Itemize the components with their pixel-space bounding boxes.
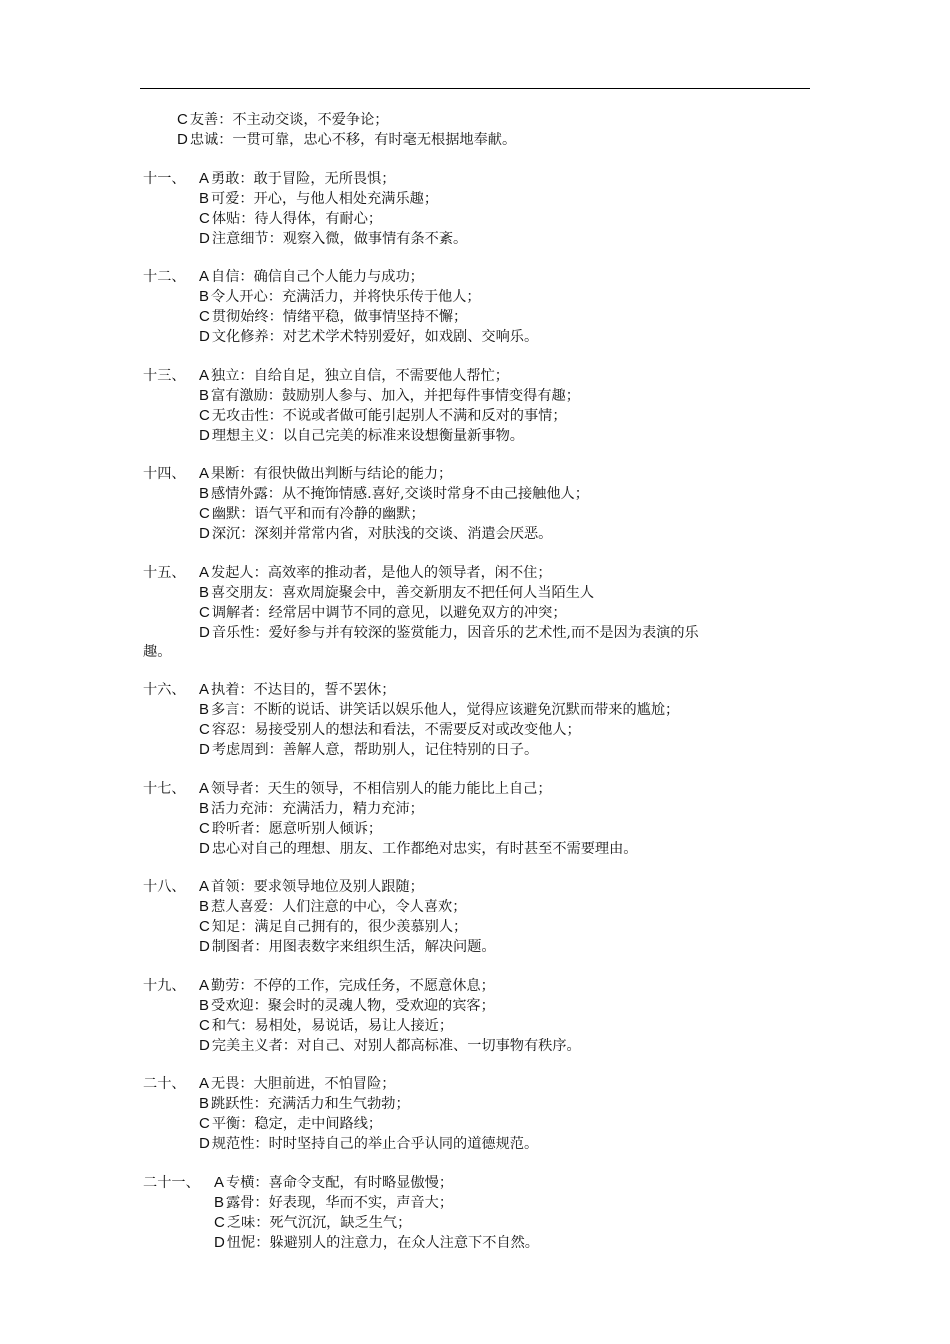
option-letter: D — [199, 426, 210, 444]
option-text: 喜交朋友：喜欢周旋聚会中，善交新朋友不把任何人当陌生人 — [211, 584, 595, 601]
option-letter: A — [199, 1075, 210, 1092]
question-number: 十七、 — [143, 780, 186, 797]
option-b — [143, 996, 808, 1016]
option-letter: D — [199, 1036, 210, 1054]
option-letter: D — [199, 623, 210, 641]
option-letter: C — [214, 1213, 225, 1231]
option-letter: C — [177, 111, 188, 128]
option-text: 跳跃性：充满活力和生气勃勃； — [211, 1096, 410, 1112]
question-block — [143, 563, 808, 662]
option-text: 可爱：开心，与他人相处充满乐趣； — [211, 190, 439, 207]
option-a — [143, 267, 808, 287]
option-letter: B — [214, 1193, 225, 1211]
question-block — [143, 976, 808, 1056]
option-c — [143, 917, 808, 937]
option-text: 贯彻始终：情绪平稳，做事情坚持不懈； — [211, 309, 468, 325]
questionnaire-content — [143, 110, 808, 1271]
option-text: 理想主义：以自己完美的标准来设想衡量新事物。 — [211, 427, 524, 444]
option-text: 富有激励：鼓励别人参与、加入，并把每件事情变得有趣； — [211, 387, 580, 404]
option-letter: C — [199, 505, 210, 522]
option-text: 勇敢：敢于冒险，无所畏惧； — [211, 170, 396, 187]
option-text: 勤劳：不停的工作，完成任务，不愿意休息； — [211, 977, 495, 994]
option-letter: D — [214, 1233, 225, 1251]
option-b — [143, 897, 808, 917]
option-letter: A — [199, 779, 210, 797]
option-letter: B — [199, 898, 210, 915]
option-letter: A — [199, 681, 210, 698]
option-text: 果断：有很快做出判断与结论的能力； — [211, 466, 453, 482]
option-letter: A — [199, 878, 210, 895]
question-10-continuation — [143, 110, 808, 150]
question-number: 十六、 — [143, 682, 186, 698]
option-b — [143, 1094, 808, 1114]
option-text: 首领：要求领导地位及别人跟随； — [211, 879, 424, 895]
option-c — [143, 1114, 808, 1134]
option-c — [143, 406, 808, 426]
option-text: 专横：喜命令支配，有时略显傲慢； — [226, 1174, 454, 1191]
option-text: 完美主义者：对自己、对别人都高标准、一切事物有秩序。 — [211, 1037, 581, 1054]
option-d — [143, 937, 808, 957]
option-a — [143, 169, 808, 189]
question-number: 二十一、 — [143, 1174, 200, 1191]
option-letter: B — [199, 583, 210, 601]
question-block — [143, 169, 808, 249]
option-c — [143, 1016, 808, 1036]
option-letter: A — [214, 1173, 225, 1191]
option-letter: A — [199, 976, 210, 994]
option-a — [143, 1173, 808, 1193]
option-text: 无畏：大胆前进，不怕冒险； — [211, 1076, 396, 1092]
option-letter: D — [199, 328, 210, 345]
option-c — [143, 720, 808, 740]
option-letter: D — [199, 839, 210, 857]
option-letter: C — [199, 209, 210, 227]
option-text: 露骨：好表现，华而不实，声音大； — [226, 1194, 454, 1211]
question-block — [143, 464, 808, 544]
question-block — [143, 779, 808, 859]
option-text: 文化修养：对艺术学术特别爱好，如戏剧、交响乐。 — [211, 329, 539, 345]
option-letter: B — [199, 996, 210, 1014]
option-d — [143, 229, 808, 249]
question-number: 十四、 — [143, 466, 186, 482]
option-letter: D — [199, 741, 210, 758]
option-text: 领导者：天生的领导，不相信别人的能力能比上自己； — [211, 780, 552, 797]
option-letter: A — [199, 268, 210, 285]
option-text: 发起人：高效率的推动者，是他人的领导者，闲不住； — [211, 564, 552, 581]
option-letter: C — [199, 918, 210, 935]
option-letter: C — [199, 721, 210, 738]
question-list — [143, 169, 808, 1253]
question-block — [143, 877, 808, 957]
option-text: 独立：自给自足，独立自信，不需要他人帮忙； — [211, 367, 509, 384]
option-text: 深沉：深刻并常常内省，对肤浅的交谈、消遣会厌恶。 — [211, 526, 553, 542]
option-c — [177, 110, 808, 130]
option-c — [143, 209, 808, 229]
option-text: 体贴：待人得体，有耐心； — [211, 210, 383, 227]
option-letter: D — [199, 229, 210, 247]
option-text: 执着：不达目的，誓不罢休； — [211, 682, 396, 698]
option-d — [143, 623, 808, 643]
option-text: 容忍：易接受别人的想法和看法，不需要反对或改变他人； — [211, 722, 581, 738]
option-b — [143, 189, 808, 209]
question-number: 十五、 — [143, 564, 186, 581]
option-d — [177, 130, 808, 150]
option-b — [143, 799, 808, 819]
question-number: 十三、 — [143, 367, 186, 384]
option-text-overflow: 趣。 — [143, 643, 172, 660]
option-b — [143, 484, 808, 504]
option-text: 无攻击性：不说或者做可能引起别人不满和反对的事情； — [211, 407, 567, 424]
question-block — [143, 1173, 808, 1253]
option-letter: B — [199, 189, 210, 207]
option-text: 活力充沛：充满活力，精力充沛； — [211, 800, 424, 817]
option-a — [143, 779, 808, 799]
option-text: 调解者：经常居中调节不同的意见，以避免双方的冲突； — [211, 604, 567, 621]
option-text: 注意细节：观察入微，做事情有条不紊。 — [211, 230, 468, 247]
option-text: 考虑周到：善解人意，帮助别人，记住特别的日子。 — [211, 742, 539, 758]
option-text: 忠诚：一贯可靠，忠心不移，有时毫无根据地奉献。 — [189, 132, 517, 148]
option-letter: B — [199, 1095, 210, 1112]
option-b — [143, 1193, 808, 1213]
option-text: 规范性：时时坚持自己的举止合乎认同的道德规范。 — [211, 1136, 539, 1152]
option-text: 友善：不主动交谈，不爱争论； — [189, 112, 389, 128]
option-text: 受欢迎：聚会时的灵魂人物，受欢迎的宾客； — [211, 997, 495, 1014]
option-d — [143, 524, 808, 544]
question-number: 十二、 — [143, 269, 186, 285]
option-text: 聆听者：愿意听别人倾诉； — [211, 820, 383, 837]
option-letter: D — [177, 131, 188, 148]
option-d — [143, 839, 808, 859]
option-c — [143, 1213, 808, 1233]
option-text: 乏味：死气沉沉，缺乏生气； — [226, 1214, 412, 1231]
option-b — [143, 287, 808, 307]
option-letter: A — [199, 169, 210, 187]
option-letter: C — [199, 406, 210, 424]
option-letter: D — [199, 938, 210, 955]
option-text: 惹人喜爱：人们注意的中心，令人喜欢； — [211, 899, 467, 915]
option-c — [143, 819, 808, 839]
option-text: 令人开心：充满活力，并将快乐传于他人； — [211, 289, 481, 305]
option-letter: B — [199, 701, 210, 718]
question-block — [143, 680, 808, 760]
question-number: 十一、 — [143, 170, 186, 187]
option-text: 忸怩：躲避别人的注意力，在众人注意下不自然。 — [226, 1234, 539, 1251]
question-number: 十九、 — [143, 977, 186, 994]
option-c — [143, 307, 808, 327]
option-letter: D — [199, 525, 210, 542]
option-letter: A — [199, 366, 210, 384]
option-b — [143, 386, 808, 406]
option-letter: A — [199, 465, 210, 482]
option-letter: C — [199, 819, 210, 837]
option-text: 制图者：用图表数字来组织生活，解决问题。 — [211, 939, 496, 955]
option-letter: B — [199, 799, 210, 817]
option-a — [143, 464, 808, 484]
option-letter: B — [199, 288, 210, 305]
option-letter: C — [199, 1115, 210, 1132]
question-block — [143, 267, 808, 347]
option-d — [143, 740, 808, 760]
option-a — [143, 366, 808, 386]
option-c — [143, 504, 808, 524]
option-a — [143, 563, 808, 583]
question-number: 二十、 — [143, 1076, 186, 1092]
option-letter: C — [199, 1016, 210, 1034]
option-text: 多言：不断的说话、讲笑话以娱乐他人，觉得应该避免沉默而带来的尴尬； — [211, 702, 680, 718]
option-text: 感情外露：从不掩饰情感.喜好,交谈时常身不由己接触他人； — [211, 486, 589, 502]
option-a — [143, 976, 808, 996]
option-b — [143, 700, 808, 720]
option-d — [143, 327, 808, 347]
question-block — [143, 366, 808, 446]
option-letter: C — [199, 603, 210, 621]
option-text: 知足：满足自己拥有的，很少羡慕别人； — [211, 919, 468, 935]
option-c — [143, 603, 808, 623]
question-block — [143, 1074, 808, 1154]
option-letter: A — [199, 563, 210, 581]
option-d — [143, 1134, 808, 1154]
option-d — [143, 1233, 808, 1253]
option-text: 自信：确信自己个人能力与成功； — [211, 269, 424, 285]
option-a — [143, 877, 808, 897]
option-letter: D — [199, 1135, 210, 1152]
option-a — [143, 1074, 808, 1094]
option-d — [143, 1036, 808, 1056]
option-letter: C — [199, 308, 210, 325]
option-text: 忠心对自己的理想、朋友、工作都绝对忠实，有时甚至不需要理由。 — [211, 840, 638, 857]
option-text: 平衡：稳定，走中间路线； — [211, 1116, 383, 1132]
question-number: 十八、 — [143, 879, 186, 895]
option-d — [143, 426, 808, 446]
header-rule — [140, 88, 810, 89]
option-letter: B — [199, 386, 210, 404]
option-text: 音乐性：爱好参与并有较深的鉴赏能力，因音乐的艺术性,而不是因为表演的乐 — [211, 624, 699, 641]
option-letter: B — [199, 485, 210, 502]
option-text: 幽默：语气平和而有冷静的幽默； — [211, 506, 425, 522]
option-text: 和气：易相处，易说话，易让人接近； — [211, 1017, 454, 1034]
option-b — [143, 583, 808, 603]
option-a — [143, 680, 808, 700]
